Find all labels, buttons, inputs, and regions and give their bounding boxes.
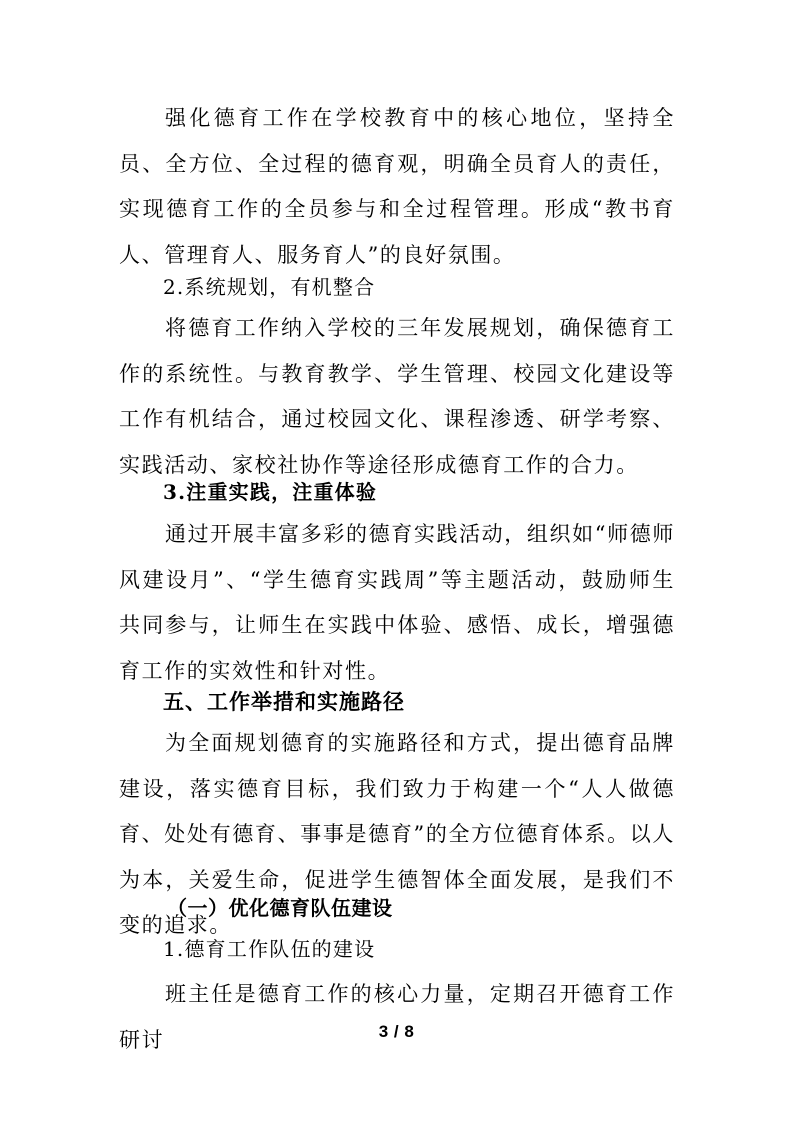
body-paragraph: 将德育工作纳入学校的三年发展规划，确保德育工作的系统性。与教育教学、学生管理、校园文化建设等工作有机结合，通过校园文化、课程渗透、研学考察、实践活动、家校社协作等途径形成德育工作的合力。 bbox=[119, 316, 675, 477]
numbered-heading: 2.系统规划，有机整合 bbox=[163, 275, 376, 299]
body-paragraph: 强化德育工作在学校教育中的核心地位，坚持全员、全方位、全过程的德育观，明确全员育人的责任，实现德育工作的全员参与和全过程管理。形成“教书育人、管理育人、服务育人”的良好氛围。 bbox=[119, 106, 675, 267]
numbered-heading: 1.德育工作队伍的建设 bbox=[163, 937, 376, 961]
body-paragraph: 班主任是德育工作的核心力量，定期召开德育工作研讨 bbox=[119, 982, 675, 1052]
heading-team-building bbox=[119, 927, 675, 972]
paragraph-core-status bbox=[119, 96, 675, 278]
body-paragraph: 为全面规划德育的实施路径和方式，提出德育品牌建设，落实德育目标，我们致力于构建一个“人人做德育、处处有德育、事事是德育”的全方位德育体系。以人为本，关爱生命，促进学生德智体全面发展，是我们不变的追求。 bbox=[119, 731, 675, 937]
heading-system-planning bbox=[119, 265, 675, 310]
paragraph-system-planning bbox=[119, 306, 675, 488]
numbered-heading: 3.注重实践，注重体验 bbox=[163, 480, 378, 504]
section-heading-five bbox=[119, 680, 675, 725]
subsection-heading: （一）优化德育队伍建设 bbox=[167, 896, 393, 920]
subsection-heading-one bbox=[119, 886, 675, 931]
page-number: 3 / 8 bbox=[378, 1022, 415, 1041]
heading-practice bbox=[119, 470, 675, 515]
section-heading: 五、工作举措和实施路径 bbox=[163, 690, 405, 714]
paragraph-head-teacher bbox=[119, 972, 675, 1063]
body-paragraph: 通过开展丰富多彩的德育实践活动，组织如“师德师风建设月”、“学生德育实践周”等主题活动，鼓励师生共同参与，让师生在实践中体验、感悟、成长，增强德育工作的实效性和针对性。 bbox=[119, 522, 675, 683]
paragraph-practice bbox=[119, 512, 675, 694]
